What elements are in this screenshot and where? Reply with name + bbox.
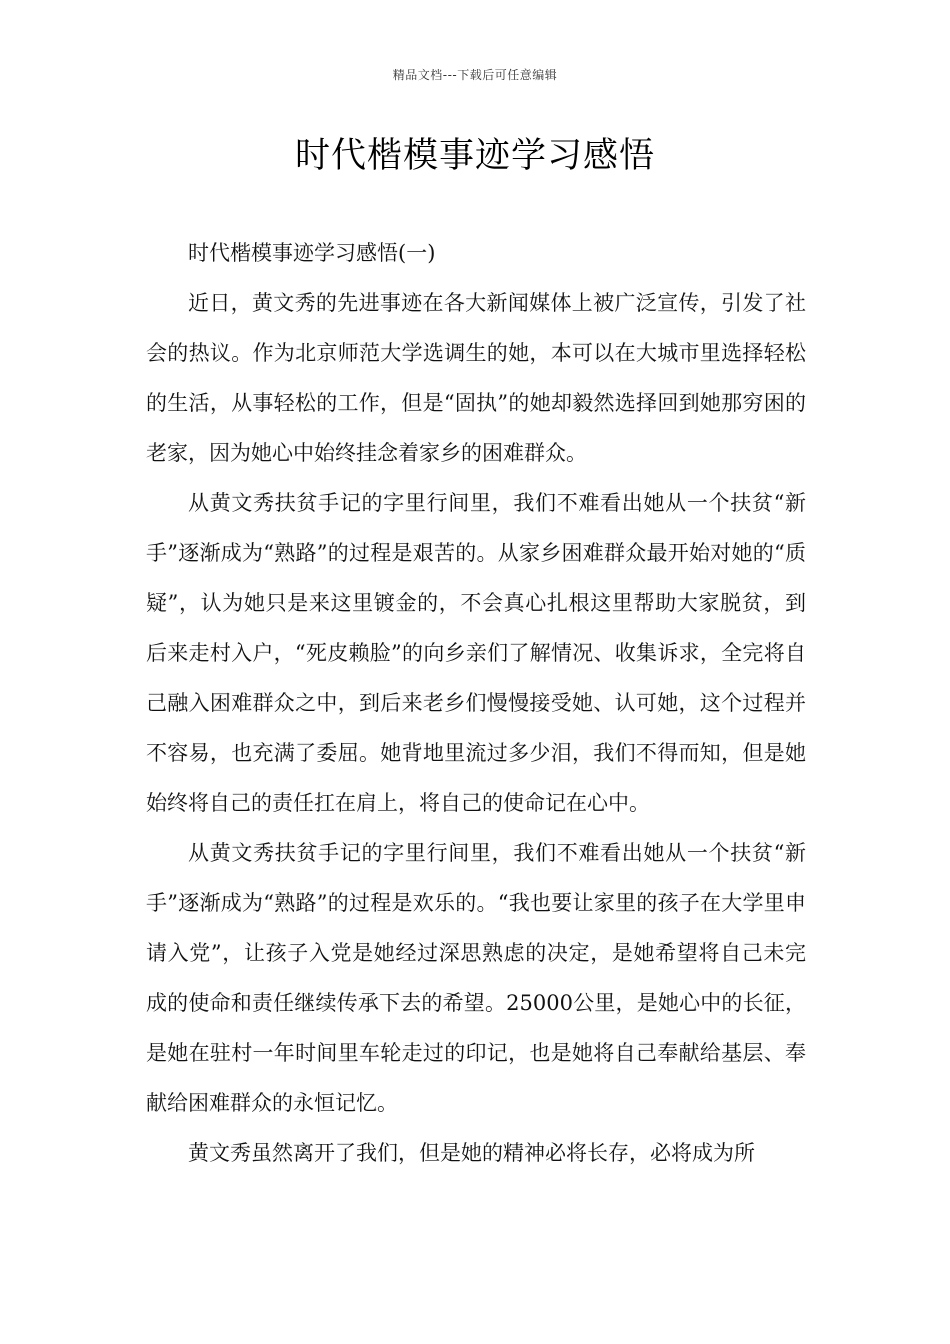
header-note: 精品文档---下载后可任意编辑: [392, 68, 558, 82]
document-title: 时代楷模事迹学习感悟: [294, 136, 655, 176]
paragraph-4: 黄文秀虽然离开了我们，但是她的精神必将长存，必将成为所: [188, 1141, 755, 1165]
paragraph-3: 从黄文秀扶贫手记的字里行间里，我们不难看出她从一个扶贫“新手”逐渐成为“熟路”的过程是欢乐的。“我也要让家里的孩子在大学里申请入党”，让孩子入党是她经过深思熟虑的决定，是她希望将自己未完成的使命和责任继续传承下去的希望。25000公里，是她心中的长征，是她在驻村一年时间里车轮走过的印记，也是她将自己奉献给基层、奉献给困难群众的永恒记忆。: [146, 841, 806, 1115]
document-body: [146, 228, 806, 1178]
paragraph-1: 近日，黄文秀的先进事迹在各大新闻媒体上被广泛宣传，引发了社会的热议。作为北京师范大学选调生的她，本可以在大城市里选择轻松的生活，从事轻松的工作，但是“固执”的她却毅然选择回到她那穷困的老家，因为她心中始终挂念着家乡的困难群众。: [146, 291, 806, 465]
section-subtitle: 时代楷模事迹学习感悟(一): [188, 241, 436, 265]
paragraph-2: 从黄文秀扶贫手记的字里行间里，我们不难看出她从一个扶贫“新手”逐渐成为“熟路”的过程是艰苦的。从家乡困难群众最开始对她的“质疑”，认为她只是来这里镀金的，不会真心扎根这里帮助大家脱贫，到后来走村入户，“死皮赖脸”的向乡亲们了解情况、收集诉求，全完将自己融入困难群众之中，到后来老乡们慢慢接受她、认可她，这个过程并不容易，也充满了委屈。她背地里流过多少泪，我们不得而知，但是她始终将自己的责任扛在肩上，将自己的使命记在心中。: [146, 491, 806, 815]
